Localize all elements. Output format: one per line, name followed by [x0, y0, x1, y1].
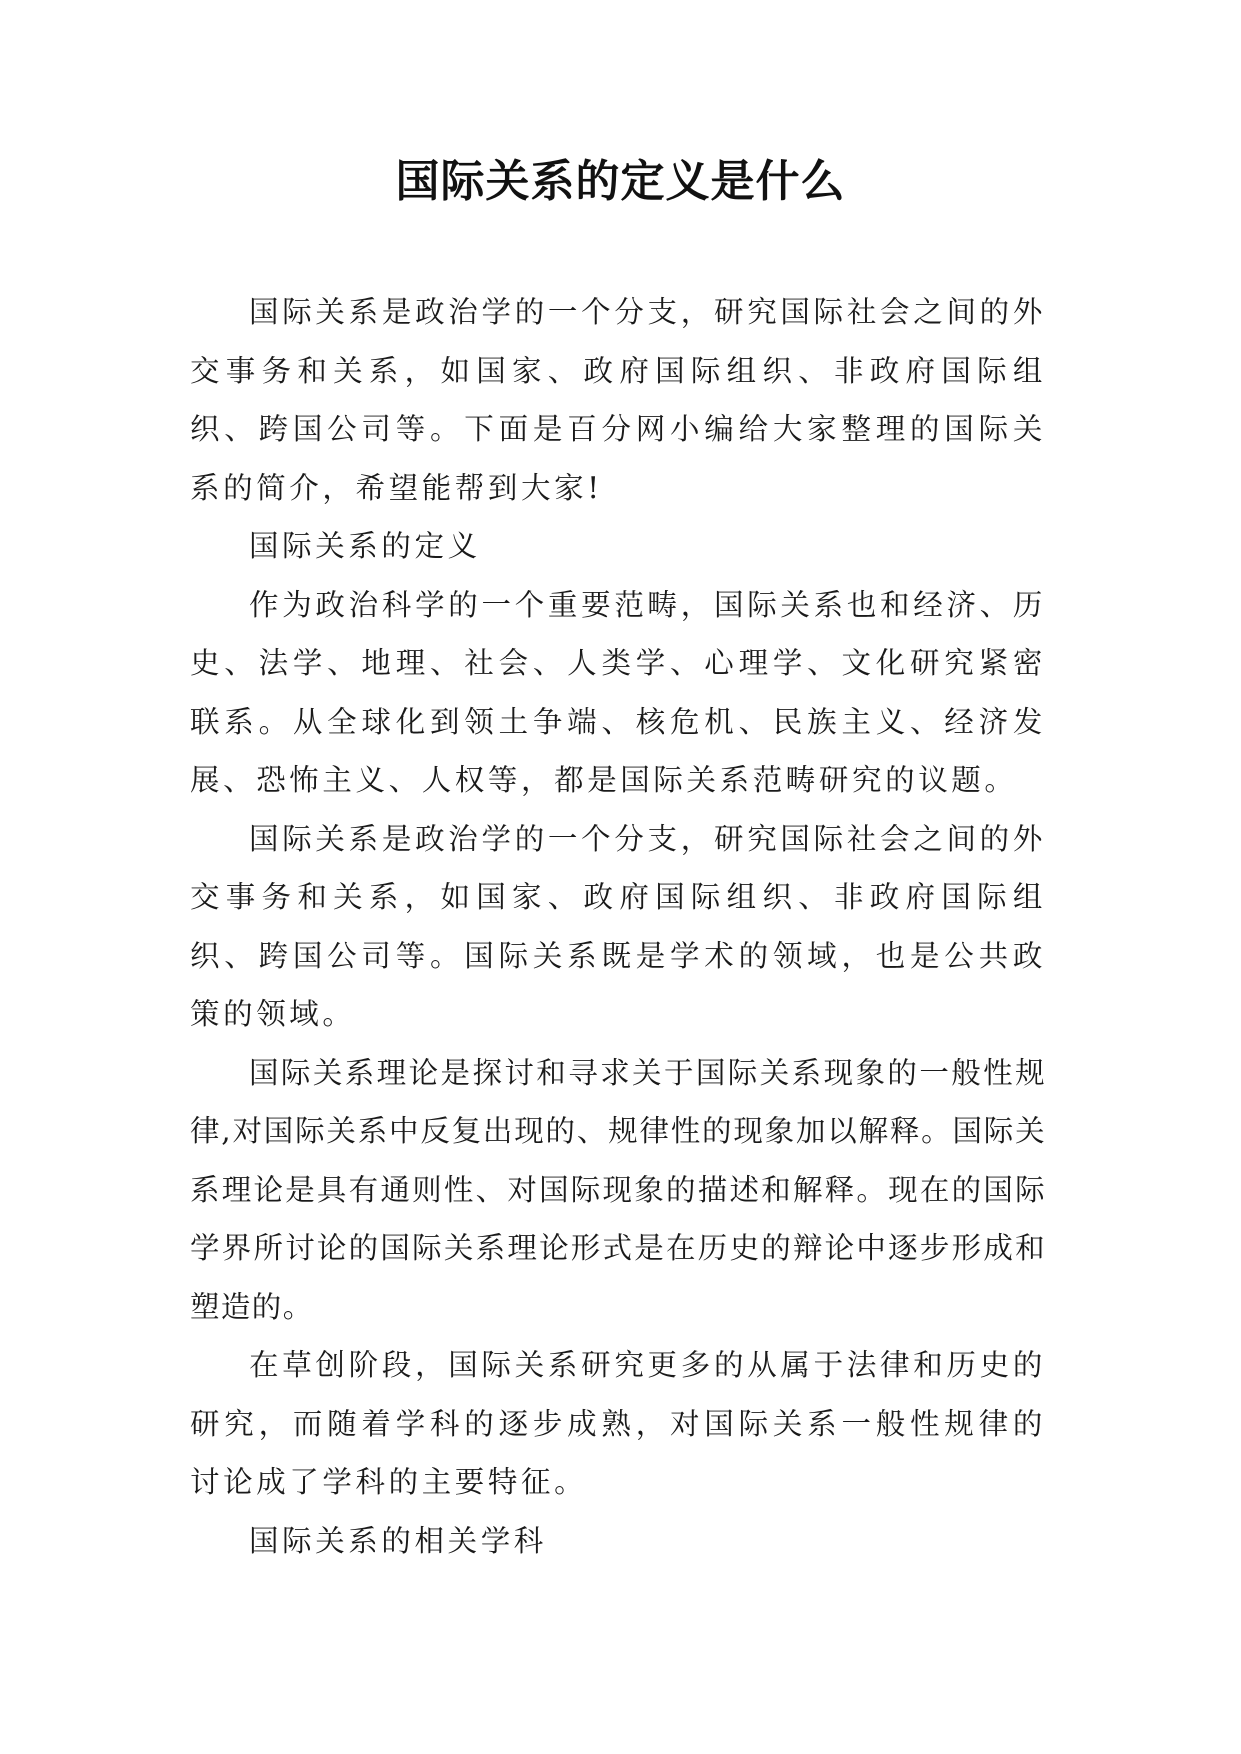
paragraph-branch: 国际关系是政治学的一个分支，研究国际社会之间的外交事务和关系，如国家、政府国际组织、非政府国际组织、跨国公司等。国际关系既是学术的领域，也是公共政策的领域。	[190, 821, 1046, 1031]
document-body	[190, 283, 1046, 1570]
document-title: 国际关系的定义是什么	[395, 156, 846, 207]
paragraph-intro: 国际关系是政治学的一个分支，研究国际社会之间的外交事务和关系，如国家、政府国际组织、非政府国际组织、跨国公司等。下面是百分网小编给大家整理的国际关系的简介，希望能帮到大家!	[190, 295, 1046, 505]
paragraph-history: 在草创阶段，国际关系研究更多的从属于法律和历史的研究，而随着学科的逐步成熟，对国际关系一般性规律的讨论成了学科的主要特征。	[190, 1348, 1046, 1499]
paragraph-theory: 国际关系理论是探讨和寻求关于国际关系现象的一般性规律,对国际关系中反复出现的、规律性的现象加以解释。国际关系理论是具有通则性、对国际现象的描述和解释。现在的国际学界所讨论的国际关系理论形式是在历史的辩论中逐步形成和塑造的。	[190, 1055, 1046, 1324]
section-heading-definition: 国际关系的定义	[249, 529, 481, 563]
section-heading-related-disciplines: 国际关系的相关学科	[249, 1523, 547, 1558]
paragraph-scope: 作为政治科学的一个重要范畴，国际关系也和经济、历史、法学、地理、社会、人类学、心理学、文化研究紧密联系。从全球化到领土争端、核危机、民族主义、经济发展、恐怖主义、人权等，都是国际关系范畴研究的议题。	[190, 587, 1046, 797]
